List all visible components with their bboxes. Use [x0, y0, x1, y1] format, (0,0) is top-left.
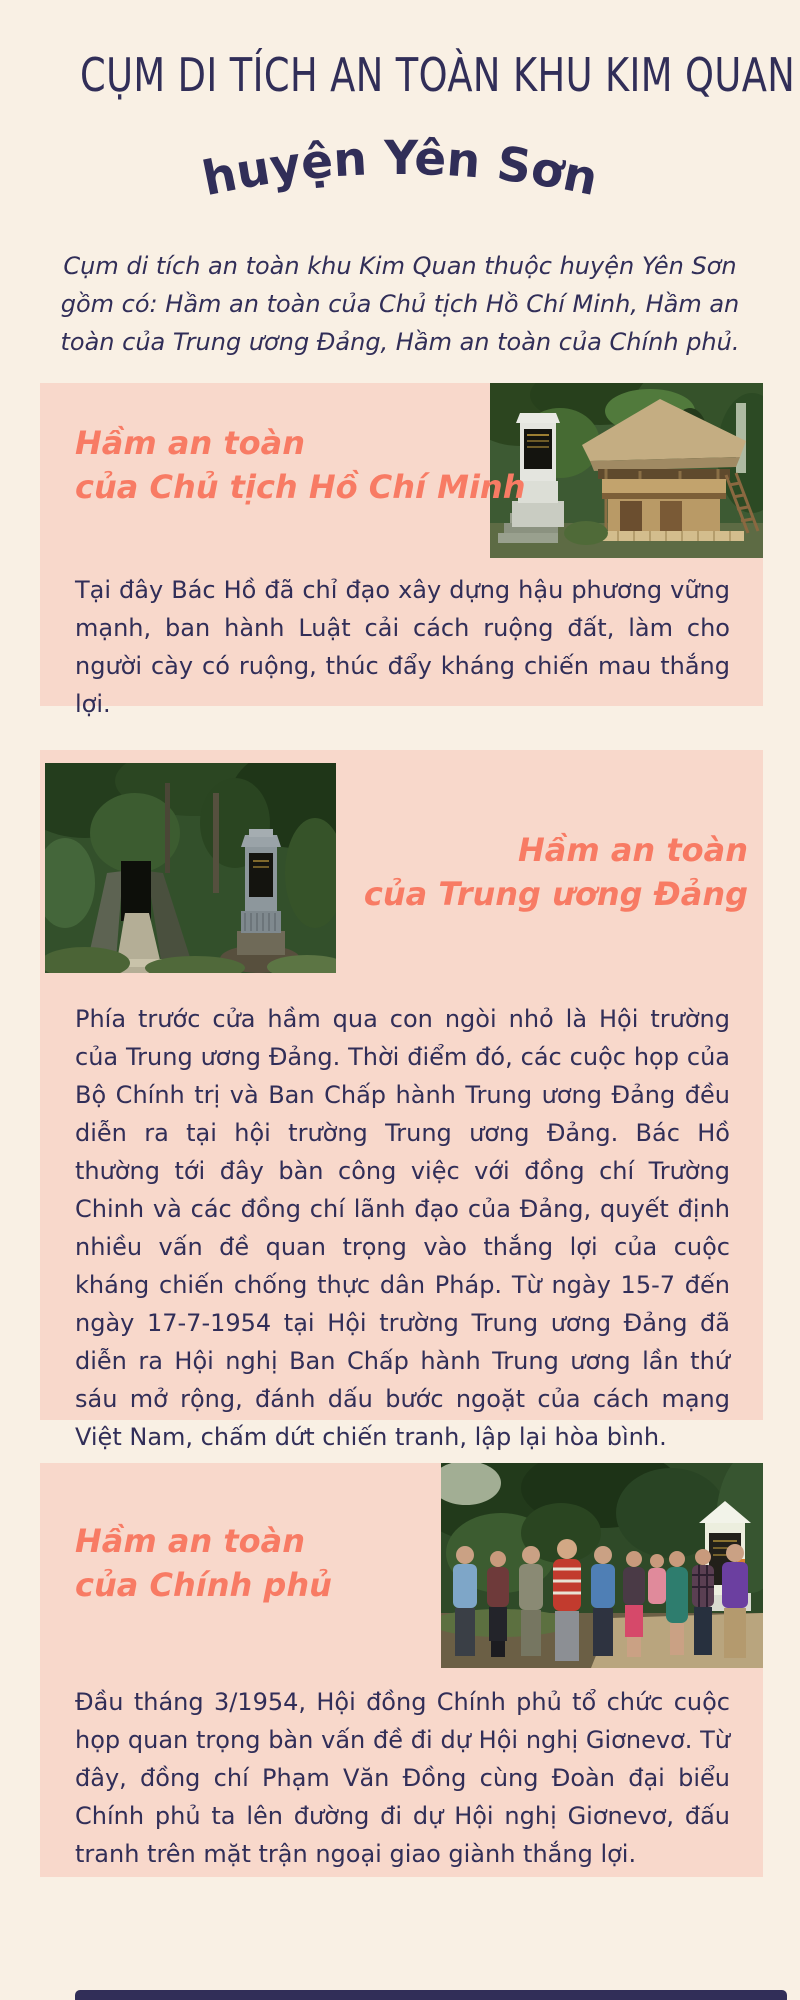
intro-paragraph: Cụm di tích an toàn khu Kim Quan thuộc huyện Yên Sơn gồm có: Hầm an toàn của Chủ tịch Hồ Chí Minh, Hầm an toàn của Trung ương Đảng, Hầm an toàn của Chính phủ. [60, 252, 740, 356]
section-central-party-bunker [40, 750, 763, 1451]
section-body: Đầu tháng 3/1954, Hội đồng Chính phủ tổ chức cuộc họp quan trọng bàn vấn đề đi dự Hội nghị Giơnevơ. Từ đây, đồng chí Phạm Văn Đồng cùng Đoàn đại biểu Chính phủ ta lên đường đi dự Hội nghị Giơnevơ, đấu tranh trên mặt trận ngoại giao giành thắng lợi. [75, 1688, 730, 1868]
heading-line-2: của Trung ương Đảng [363, 875, 748, 913]
section-heading [340, 828, 748, 916]
section-heading [75, 421, 525, 509]
section-ho-chi-minh-bunker [40, 383, 763, 718]
page-title: CỤM DI TÍCH AN TOÀN KHU KIM QUAN [80, 48, 796, 102]
tree-trunk [213, 793, 219, 893]
tunnel-entrance [121, 861, 151, 921]
photo-bunker-entrance [45, 763, 336, 973]
svg-text:huyện Yên Sơn [198, 131, 602, 207]
section-government-bunker [40, 1463, 763, 1877]
arc-subtitle-svg [140, 95, 660, 245]
footer-bar [75, 1990, 787, 2000]
photo-visitor-group [441, 1463, 763, 1668]
heading-line-1: Hầm an toàn [75, 424, 306, 462]
heading-line-2: của Chủ tịch Hồ Chí Minh [75, 468, 526, 506]
heading-line-2: của Chính phủ [75, 1566, 332, 1604]
photo-stilt-house [490, 383, 763, 558]
section-body: Phía trước cửa hầm qua con ngòi nhỏ là Hội trường của Trung ương Đảng. Thời điểm đó, các cuộc họp của Bộ Chính trị và Ban Chấp hành Trung ương Đảng đều diễn ra tại hội trường Trung ương Đảng. Bác Hồ thường tới đây bàn công việc với đồng chí Trường Chinh và các đồng chí lãnh đạo của Đảng, quyết định nhiều vấn đề quan trọng vào thắng lợi của cuộc kháng chiến chống thực dân Pháp. Từ ngày 15-7 đến ngày 17-7-1954 tại Hội trường Trung ương Đảng đã diễn ra Hội nghị Ban Chấp hành Trung ương lần thứ sáu mở rộng, đánh dấu bước ngoặt của cách mạng Việt Nam, chấm dứt chiến tranh, lập lại hòa bình. [75, 1005, 730, 1451]
visitor-group [453, 1539, 748, 1661]
arc-subtitle-text: huyện Yên Sơn [197, 130, 603, 208]
heading-line-1: Hầm an toàn [75, 1522, 306, 1560]
section-heading [75, 1519, 332, 1607]
bamboo-fence [594, 531, 744, 541]
arc-subtitle [140, 95, 660, 245]
heading-line-1: Hầm an toàn [517, 831, 748, 869]
section-body: Tại đây Bác Hồ đã chỉ đạo xây dựng hậu phương vững mạnh, ban hành Luật cải cách ruộng đất, làm cho người cày có ruộng, thúc đẩy kháng chiến mau thắng lợi. [75, 576, 730, 718]
door [620, 501, 642, 531]
